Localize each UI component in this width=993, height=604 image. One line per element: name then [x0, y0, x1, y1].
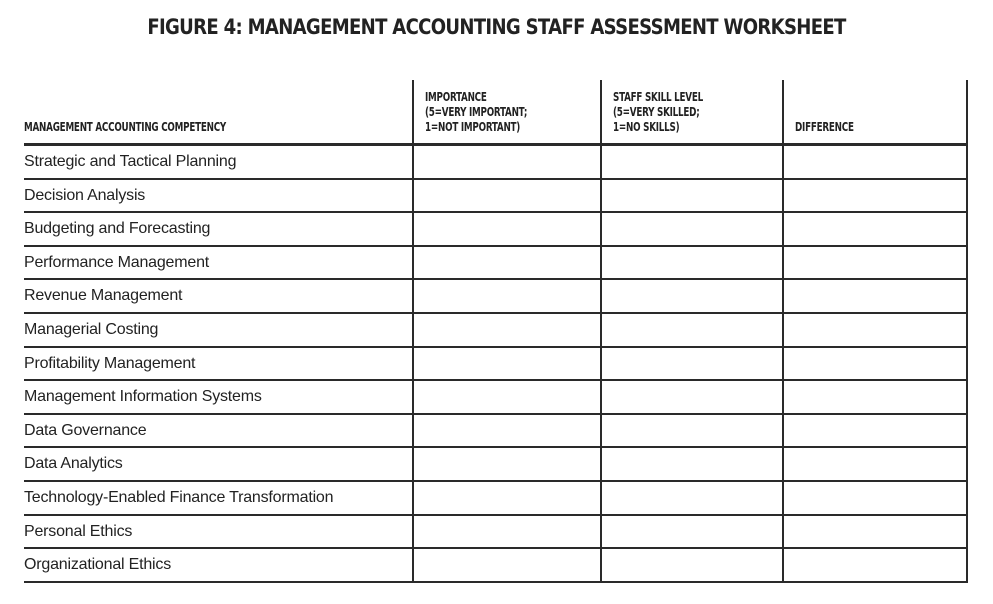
importance-cell[interactable]: [414, 482, 600, 514]
skill-level-cell[interactable]: [602, 415, 782, 447]
column-divider: [966, 415, 968, 449]
competency-label: Profitability Management: [24, 354, 196, 372]
table-row: [24, 280, 968, 314]
competency-label: Revenue Management: [24, 287, 183, 305]
table-row: [24, 314, 968, 348]
column-divider: [782, 247, 784, 281]
table-row: [24, 180, 968, 214]
importance-cell[interactable]: [414, 381, 600, 413]
skill-level-cell[interactable]: [602, 549, 782, 581]
competency-label: Budgeting and Forecasting: [24, 220, 211, 238]
table-row: [24, 415, 968, 449]
column-divider: [600, 314, 602, 348]
column-divider: [600, 415, 602, 449]
column-divider: [412, 549, 414, 583]
column-divider: [966, 448, 968, 482]
competency-label: Data Governance: [24, 421, 147, 439]
column-divider: [966, 80, 968, 143]
skill-level-cell[interactable]: [602, 146, 782, 178]
column-divider: [966, 549, 968, 583]
column-divider: [412, 348, 414, 382]
table-row: [24, 247, 968, 281]
header-skill-level-label: STAFF SKILL LEVEL (5=VERY SKILLED; 1=NO SKILLS): [613, 89, 703, 134]
column-divider: [412, 448, 414, 482]
column-divider: [412, 247, 414, 281]
column-divider: [412, 213, 414, 247]
assessment-worksheet-table: [24, 80, 968, 583]
column-divider: [600, 180, 602, 214]
column-divider: [966, 280, 968, 314]
column-divider: [600, 80, 602, 143]
column-divider: [782, 213, 784, 247]
column-divider: [412, 482, 414, 516]
column-divider: [600, 448, 602, 482]
column-divider: [782, 516, 784, 550]
header-importance-label: IMPORTANCE (5=VERY IMPORTANT; 1=NOT IMPORTANT): [425, 89, 528, 134]
column-divider: [782, 180, 784, 214]
importance-cell[interactable]: [414, 180, 600, 212]
column-divider: [782, 381, 784, 415]
column-divider: [412, 314, 414, 348]
column-divider: [600, 516, 602, 550]
figure-title: FIGURE 4: MANAGEMENT ACCOUNTING STAFF ASSESSMENT WORKSHEET: [147, 15, 846, 39]
table-row: [24, 482, 968, 516]
column-divider: [782, 549, 784, 583]
column-divider: [966, 381, 968, 415]
difference-cell[interactable]: [784, 280, 966, 312]
skill-level-cell[interactable]: [602, 213, 782, 245]
column-divider: [412, 80, 414, 143]
skill-level-cell[interactable]: [602, 448, 782, 480]
column-divider: [600, 213, 602, 247]
header-competency-label: MANAGEMENT ACCOUNTING COMPETENCY: [24, 119, 227, 134]
column-divider: [966, 516, 968, 550]
table-row: [24, 448, 968, 482]
column-divider: [782, 482, 784, 516]
column-divider: [600, 280, 602, 314]
table-row: [24, 348, 968, 382]
competency-label: Decision Analysis: [24, 186, 146, 204]
skill-level-cell[interactable]: [602, 314, 782, 346]
header-difference: [783, 80, 968, 143]
table-row: [24, 213, 968, 247]
competency-label: Personal Ethics: [24, 522, 133, 540]
header-importance: [413, 80, 601, 143]
column-divider: [600, 482, 602, 516]
skill-level-cell[interactable]: [602, 180, 782, 212]
column-divider: [782, 314, 784, 348]
header-competency: [24, 80, 413, 143]
column-divider: [782, 146, 784, 180]
skill-level-cell[interactable]: [602, 482, 782, 514]
competency-label: Performance Management: [24, 253, 210, 271]
column-divider: [966, 146, 968, 180]
column-divider: [600, 348, 602, 382]
column-divider: [966, 213, 968, 247]
importance-cell[interactable]: [414, 146, 600, 178]
importance-cell[interactable]: [414, 516, 600, 548]
column-divider: [412, 516, 414, 550]
competency-label: Data Analytics: [24, 455, 123, 473]
skill-level-cell[interactable]: [602, 381, 782, 413]
difference-cell[interactable]: [784, 247, 966, 279]
importance-cell[interactable]: [414, 448, 600, 480]
column-divider: [412, 146, 414, 180]
column-divider: [600, 247, 602, 281]
table-header: [24, 80, 968, 146]
column-divider: [412, 415, 414, 449]
column-divider: [966, 348, 968, 382]
header-difference-label: DIFFERENCE: [795, 119, 854, 134]
column-divider: [782, 280, 784, 314]
column-divider: [966, 247, 968, 281]
difference-cell[interactable]: [784, 482, 966, 514]
difference-cell[interactable]: [784, 180, 966, 212]
competency-label: Technology-Enabled Finance Transformation: [24, 488, 334, 506]
column-divider: [782, 348, 784, 382]
column-divider: [966, 180, 968, 214]
difference-cell[interactable]: [784, 448, 966, 480]
importance-cell[interactable]: [414, 415, 600, 447]
importance-cell[interactable]: [414, 348, 600, 380]
table-row: [24, 516, 968, 550]
difference-cell[interactable]: [784, 213, 966, 245]
competency-label: Management Information Systems: [24, 388, 262, 406]
difference-cell[interactable]: [784, 348, 966, 380]
difference-cell[interactable]: [784, 314, 966, 346]
competency-label: Strategic and Tactical Planning: [24, 153, 237, 170]
difference-cell[interactable]: [784, 549, 966, 581]
importance-cell[interactable]: [414, 314, 600, 346]
difference-cell[interactable]: [784, 516, 966, 548]
table-body: [24, 146, 968, 583]
importance-cell[interactable]: [414, 280, 600, 312]
column-divider: [782, 448, 784, 482]
skill-level-cell[interactable]: [602, 280, 782, 312]
column-divider: [412, 180, 414, 214]
difference-cell[interactable]: [784, 381, 966, 413]
column-divider: [782, 80, 784, 143]
column-divider: [412, 381, 414, 415]
column-divider: [600, 381, 602, 415]
column-divider: [966, 482, 968, 516]
difference-cell[interactable]: [784, 415, 966, 447]
competency-label: Organizational Ethics: [24, 556, 171, 574]
header-skill-level: [601, 80, 783, 143]
column-divider: [600, 549, 602, 583]
skill-level-cell[interactable]: [602, 247, 782, 279]
table-row: [24, 549, 968, 583]
column-divider: [966, 314, 968, 348]
importance-cell[interactable]: [414, 213, 600, 245]
skill-level-cell[interactable]: [602, 348, 782, 380]
column-divider: [782, 415, 784, 449]
skill-level-cell[interactable]: [602, 516, 782, 548]
column-divider: [412, 280, 414, 314]
column-divider: [600, 146, 602, 180]
table-row: [24, 381, 968, 415]
importance-cell[interactable]: [414, 247, 600, 279]
difference-cell[interactable]: [784, 146, 966, 178]
importance-cell[interactable]: [414, 549, 600, 581]
competency-label: Managerial Costing: [24, 320, 159, 338]
table-row: [24, 146, 968, 180]
